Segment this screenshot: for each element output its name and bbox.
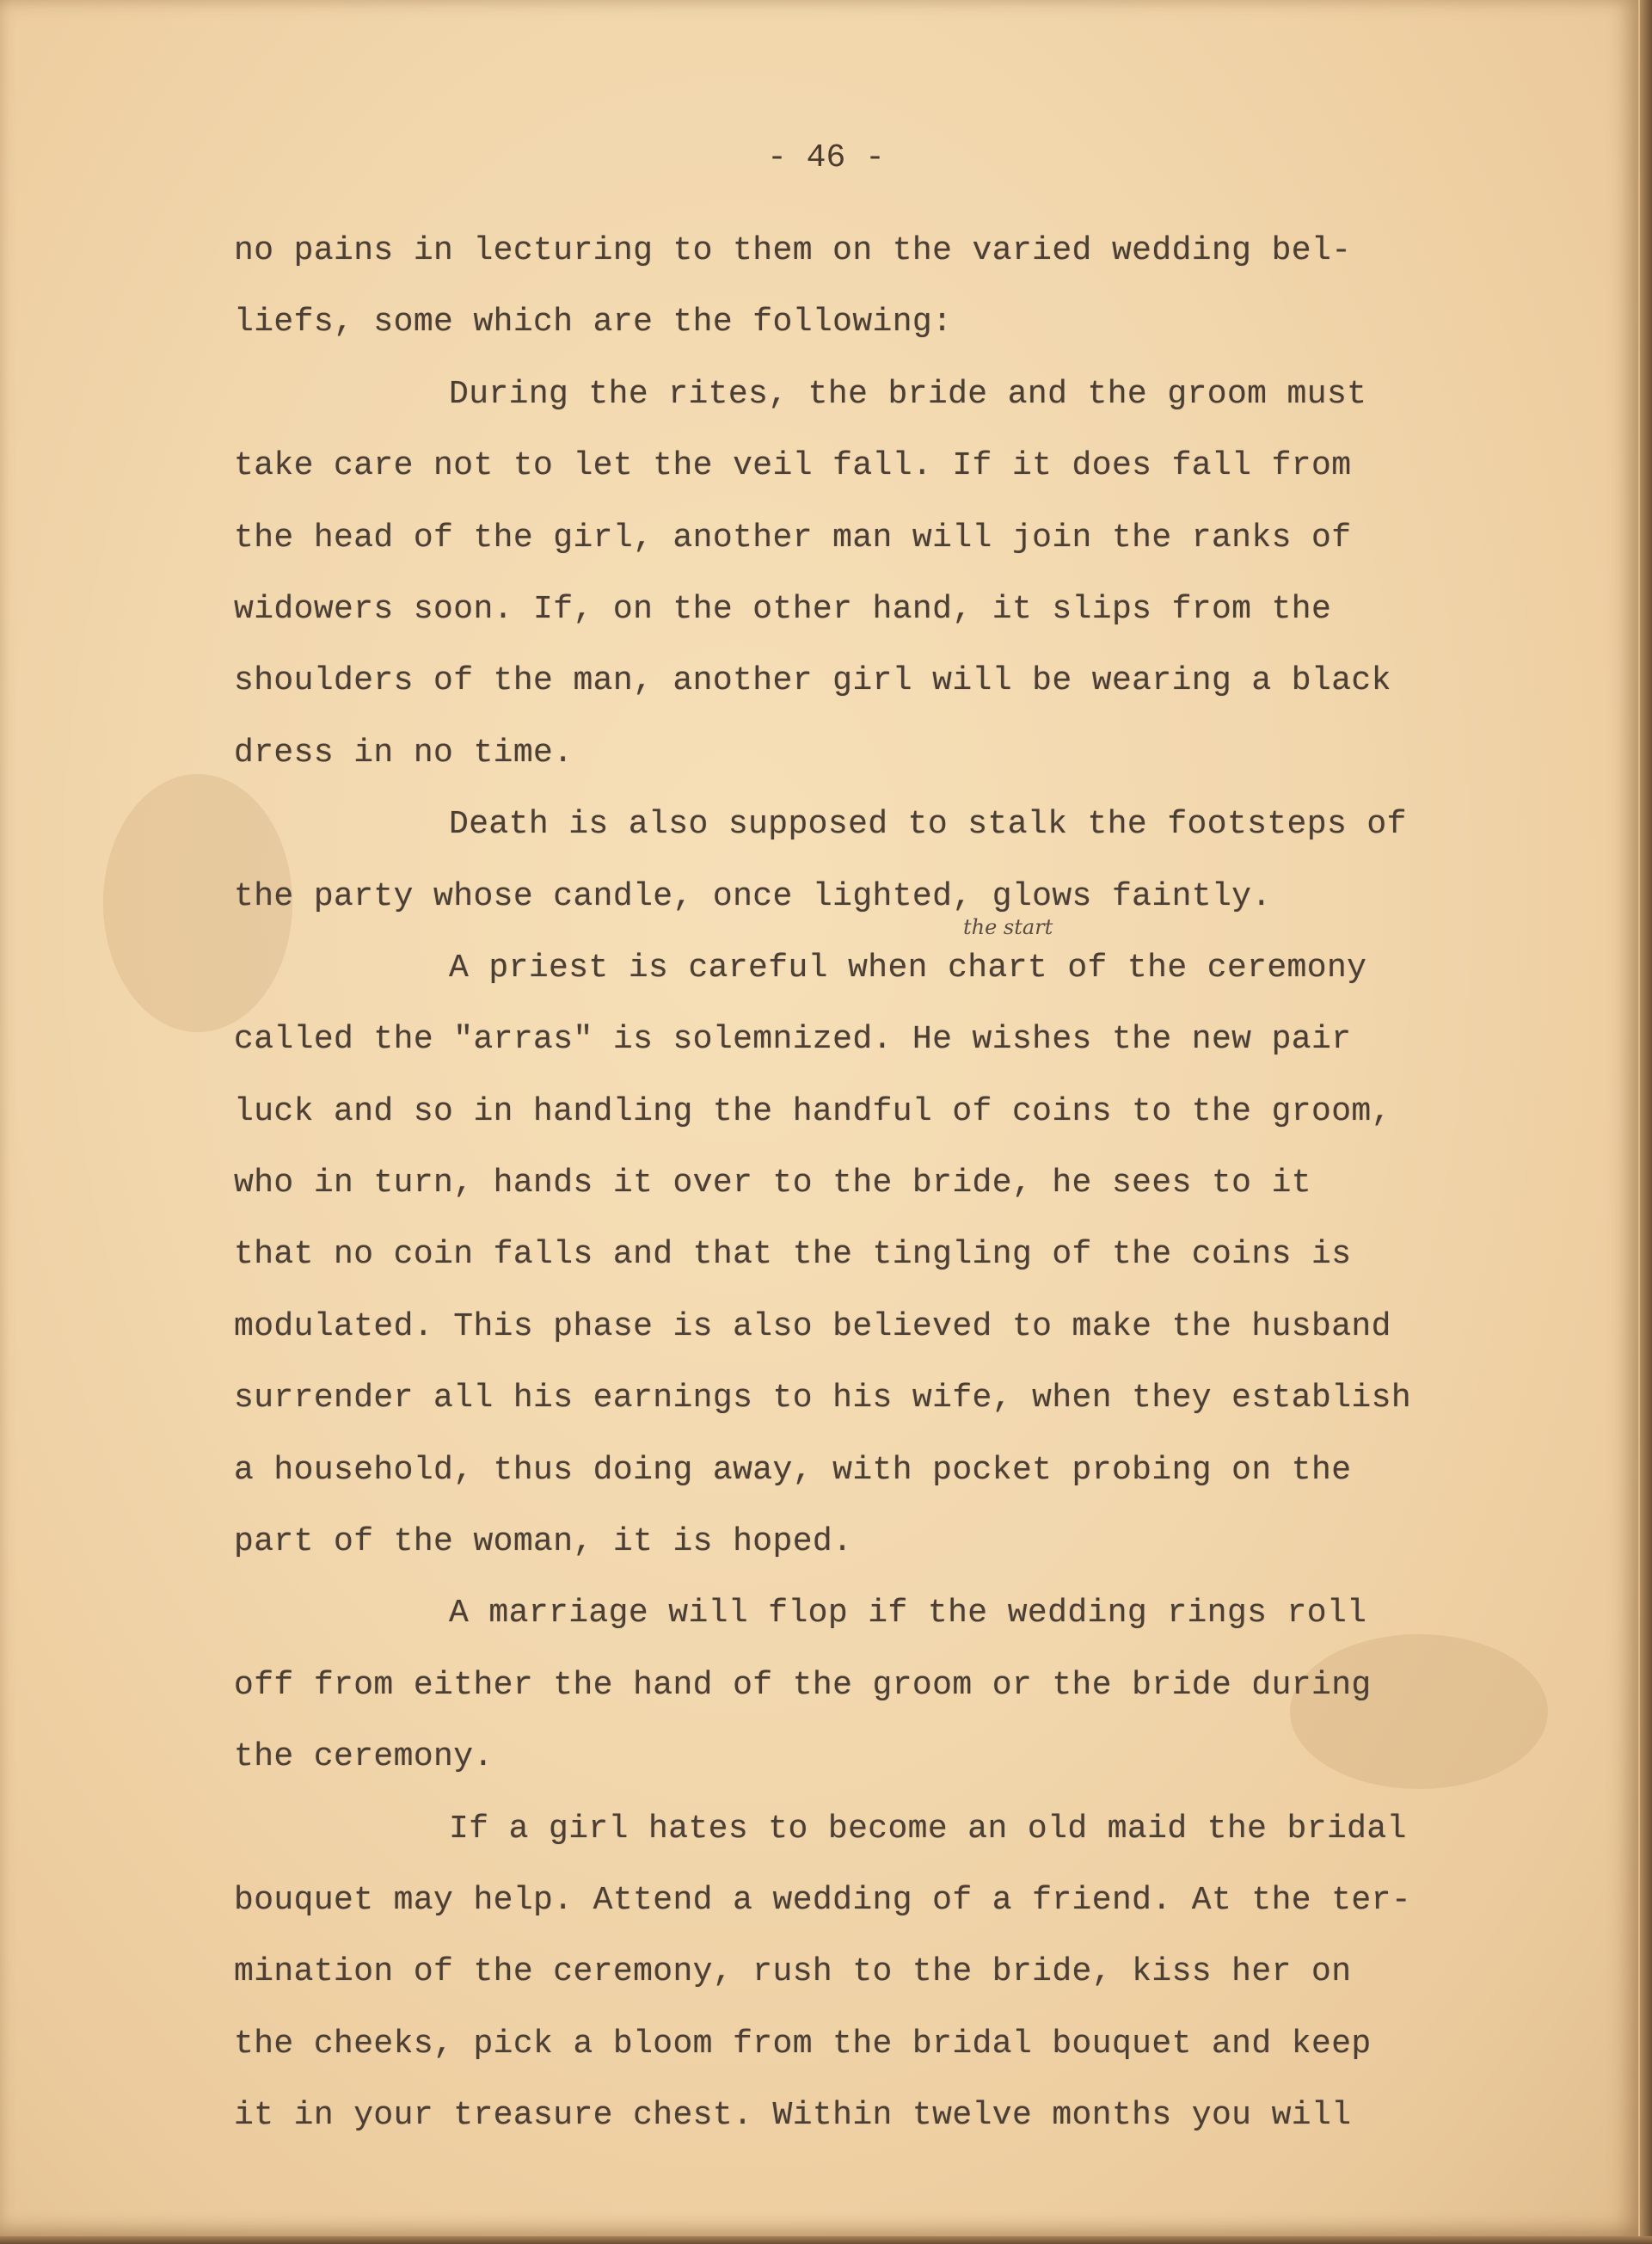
text-line: A priest is careful when chart of the ceremony xyxy=(449,949,1367,987)
page-number: - 46 - xyxy=(767,139,885,176)
text-line: it in your treasure chest. Within twelve months you will xyxy=(234,2097,1352,2135)
text-line: mination of the ceremony, rush to the bride, kiss her on xyxy=(234,1953,1352,1991)
text-line: the cheeks, pick a bloom from the bridal bouquet and keep xyxy=(234,2025,1372,2063)
text-line: surrender all his earnings to his wife, when they establish xyxy=(234,1380,1412,1417)
text-line: the ceremony. xyxy=(234,1738,494,1776)
text-line: the head of the girl, another man will join the ranks of xyxy=(234,519,1352,556)
text-line: A marriage will flop if the wedding rings roll xyxy=(449,1595,1367,1632)
text-line: who in turn, hands it over to the bride, he sees to it xyxy=(234,1165,1311,1202)
text-line: luck and so in handling the handful of coins to the groom, xyxy=(234,1092,1391,1130)
text-line: During the rites, the bride and the groom must xyxy=(449,375,1367,413)
text-line: If a girl hates to become an old maid the bridal xyxy=(449,1810,1407,1847)
body-text xyxy=(234,215,1524,2152)
text-line: take care not to let the veil fall. If it does fall from xyxy=(234,447,1352,485)
text-line: dress in no time. xyxy=(234,734,574,772)
text-line: off from either the hand of the groom or the bride during xyxy=(234,1666,1372,1704)
text-line: shoulders of the man, another girl will be wearing a black xyxy=(234,662,1391,700)
text-line: a household, thus doing away, with pocket probing on the xyxy=(234,1451,1352,1489)
text-line: no pains in lecturing to them on the varied wedding bel- xyxy=(234,232,1352,269)
text-line: bouquet may help. Attend a wedding of a friend. At the ter- xyxy=(234,1881,1412,1919)
text-line: the party whose candle, once lighted, glows faintly. xyxy=(234,877,1272,915)
page-edge xyxy=(1640,0,1652,2244)
text-line: that no coin falls and that the tingling of the coins is xyxy=(234,1236,1352,1274)
text-line: part of the woman, it is hoped. xyxy=(234,1523,853,1561)
text-line: Death is also supposed to stalk the footsteps of xyxy=(449,806,1407,844)
text-line: widowers soon. If, on the other hand, it slips from the xyxy=(234,590,1332,628)
text-line: called the "arras" is solemnized. He wishes the new pair xyxy=(234,1021,1352,1059)
text-line: liefs, some which are the following: xyxy=(234,304,953,341)
text-line: modulated. This phase is also believed to make the husband xyxy=(234,1307,1391,1345)
handwritten-annotation: the start xyxy=(963,915,1053,939)
page-bottom-edge xyxy=(0,2236,1652,2244)
